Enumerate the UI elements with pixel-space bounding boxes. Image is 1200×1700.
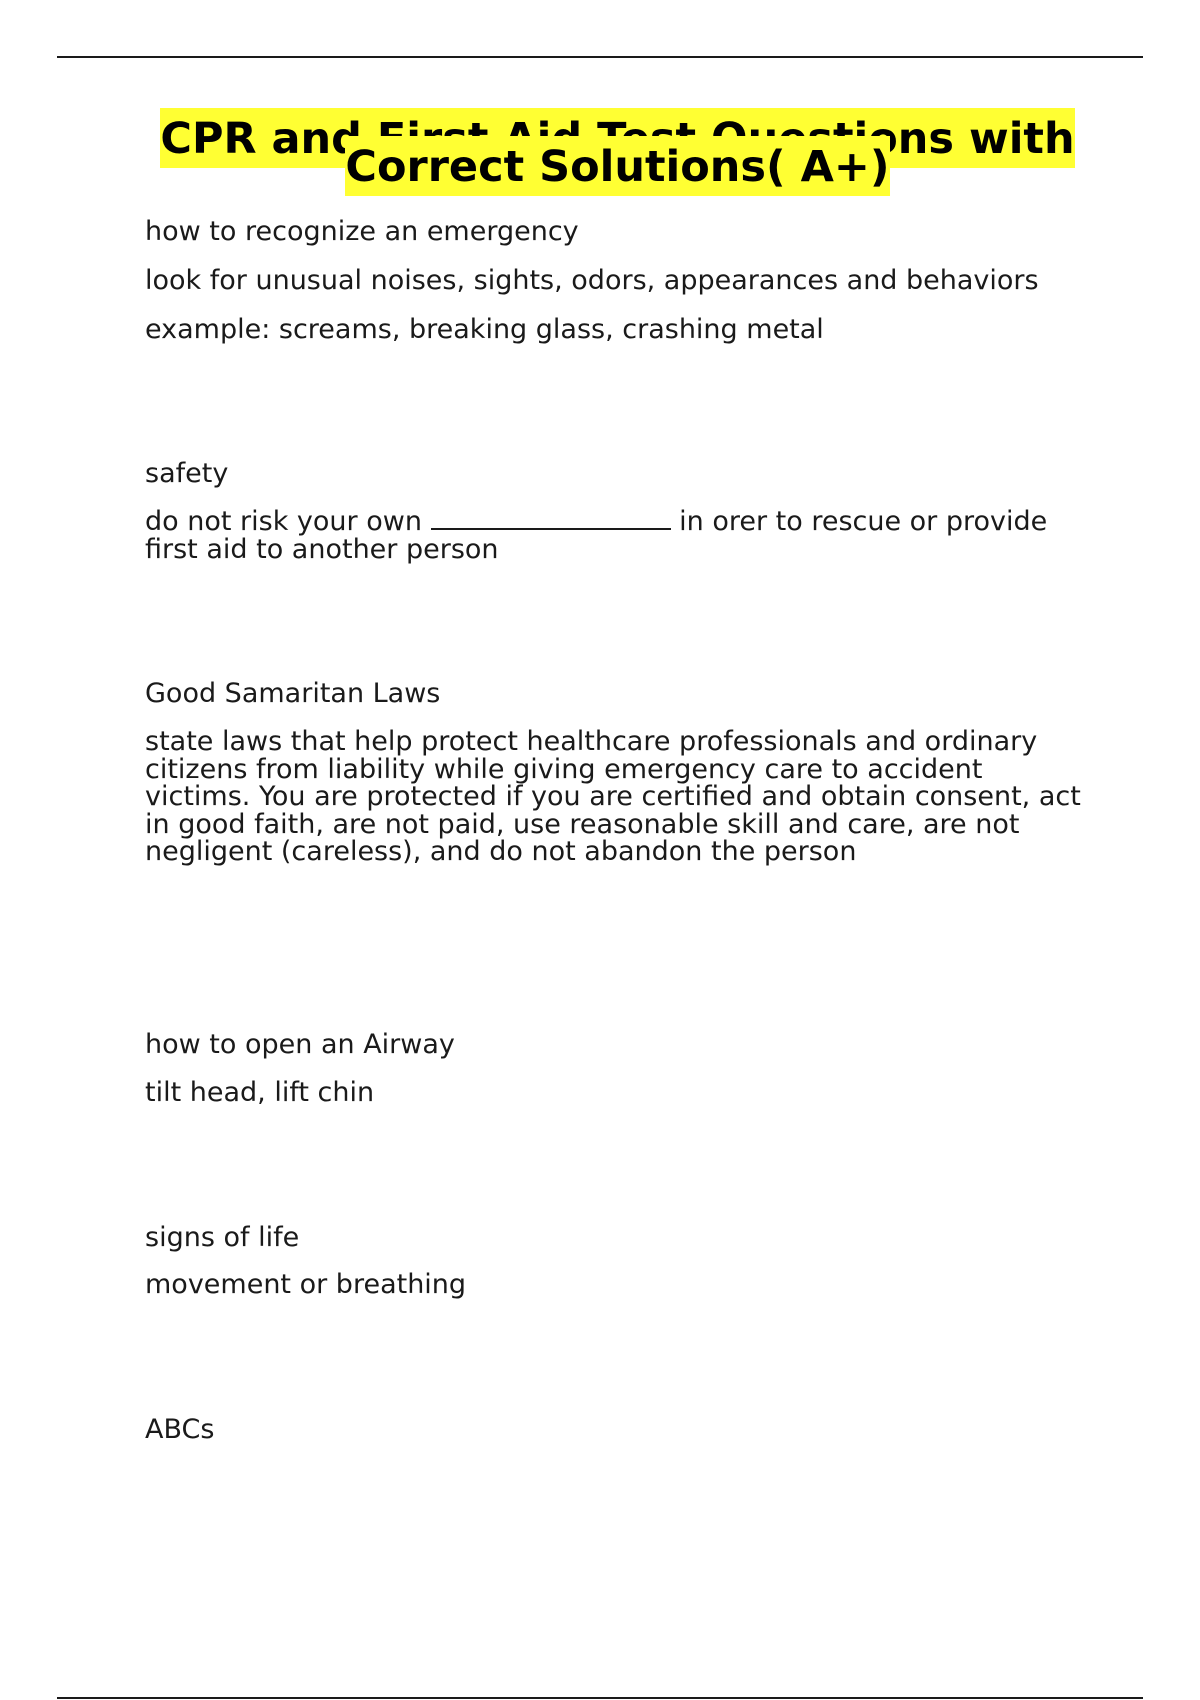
card-4-term: how to open an Airway bbox=[145, 1029, 455, 1060]
fill-in-blank bbox=[431, 508, 671, 530]
card-2-term: safety bbox=[145, 458, 229, 489]
card-5-definition: movement or breathing bbox=[145, 1269, 467, 1300]
card-1-definition-line-2: example: screams, breaking glass, crashing metal bbox=[145, 314, 824, 345]
card-4-definition: tilt head, lift chin bbox=[145, 1077, 375, 1108]
card-1-term: how to recognize an emergency bbox=[145, 216, 579, 247]
document-title bbox=[145, 114, 1090, 192]
card-2-definition bbox=[145, 508, 1095, 563]
card-2-definition-end: in orer to rescue or provide first aid to another person bbox=[145, 506, 1048, 565]
card-6-term: ABCs bbox=[145, 1414, 215, 1445]
card-1-definition-line-1: look for unusual noises, sights, odors, appearances and behaviors bbox=[145, 265, 1039, 296]
card-5-term: signs of life bbox=[145, 1222, 300, 1253]
header-rule bbox=[57, 56, 1143, 58]
title-highlight: CPR and First Aid Test Questions with Correct Solutions( A+) bbox=[160, 108, 1074, 196]
card-3-term: Good Samaritan Laws bbox=[145, 678, 441, 709]
card-2-definition-start: do not risk your own bbox=[145, 506, 422, 537]
footer-rule bbox=[57, 1697, 1143, 1699]
card-3-definition: state laws that help protect healthcare professionals and ordinary citizens from liability while giving emergency care to accident victims. You are protected if you are certified and obtain consent, act in good faith, are not paid, use reasonable skill and care, are not negligent (careless), and do not abandon the person bbox=[145, 726, 1081, 867]
